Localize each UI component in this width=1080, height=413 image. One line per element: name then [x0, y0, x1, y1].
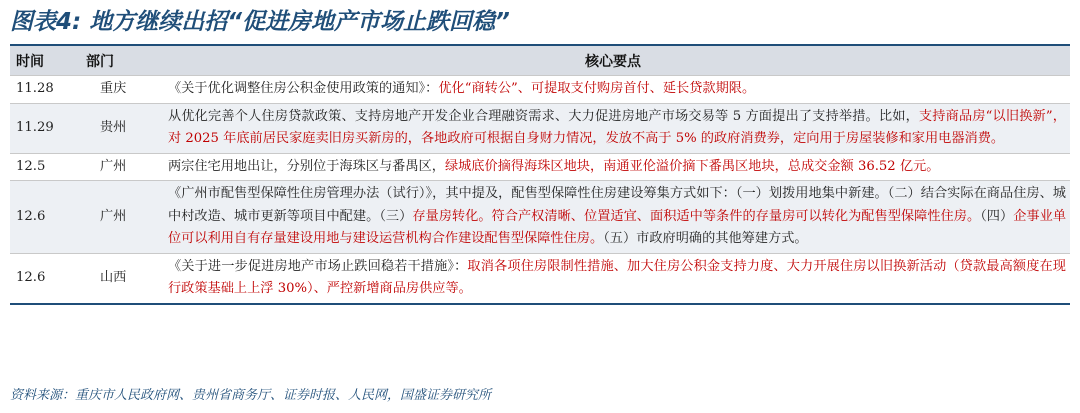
header-time: 时间: [10, 46, 80, 76]
core-highlight: 企事业单位可以利用自有存量建设用地与建设运营机构合作建设配售型保障性住房。: [168, 208, 1067, 246]
table-row: [10, 253, 1070, 304]
core-text: （五）市政府明确的其他筹建方式。: [603, 231, 808, 246]
core-highlight: 优化“商转公”、可提取支付购房首付、延长贷款期限。: [438, 81, 756, 96]
row-time: 11.28: [10, 76, 80, 104]
source-note: 资料来源：重庆市人民政府网、贵州省商务厅、证券时报、人民网，国盛证券研究所: [10, 388, 492, 403]
table-row: [10, 76, 1070, 104]
row-dept: 广州: [80, 153, 156, 181]
table-row: [10, 181, 1070, 254]
core-highlight: 存量房转化。符合产权清晰、位置适宜、面积适中等条件的存量房可以转化为配售型保障性住房。: [412, 208, 981, 224]
row-time: 12.6: [10, 181, 80, 254]
row-core: [156, 153, 1070, 181]
core-highlight: 取消各项住房限制性措施、加大住房公积金支持力度、大力开展住房以旧换新活动（贷款最高额度在现行政策基础上上浮 30%）、严控新增商品房供应等。: [168, 258, 1066, 296]
core-text: 两宗住宅用地出让，分别位于海珠区与番禺区，: [168, 158, 445, 174]
core-highlight: 绿城底价摘得海珠区地块，南通亚伦溢价摘下番禺区地块，总成交金额 36.52 亿元。: [444, 158, 940, 174]
core-text: （四）: [980, 208, 1014, 224]
row-time: 11.29: [10, 103, 80, 153]
core-text: 《关于进一步促进房地产市场止跌回稳若干措施》：: [168, 258, 468, 274]
table-row: [10, 153, 1070, 181]
core-text: 从优化完善个人住房贷款政策、支持房地产开发企业合理融资需求、大力促进房地产市场交易等 5 方面提出了支持举措。比如，: [168, 108, 919, 124]
table-row: [10, 103, 1070, 153]
header-dept: 部门: [80, 46, 156, 76]
row-time: 12.6: [10, 253, 80, 304]
policy-table: [10, 46, 1070, 305]
row-dept: 重庆: [80, 76, 156, 104]
row-core: [156, 76, 1070, 104]
core-highlight: 支持商品房“以旧换新”，对 2025 年底前居民家庭卖旧房买新房的，各地政府可根据自身财力情况，发放不高于 5% 的政府消费券，定向用于房屋装修和家用电器消费。: [168, 108, 1066, 146]
row-dept: 贵州: [80, 103, 156, 153]
header-core: 核心要点: [156, 46, 1070, 76]
core-text: 《广州市配售型保障性住房管理办法（试行）》，其中提及，配售型保障性住房建设筹集方式如下：（一）划拨用地集中新建。（二）结合实际在商品住房、城中村改造、城市更新等项目中配建。（三）: [168, 186, 1066, 224]
row-core: [156, 253, 1070, 304]
row-time: 12.5: [10, 153, 80, 181]
figure-title: 图表4: 地方继续出招“促进房地产市场止跌回稳”: [10, 9, 510, 35]
row-core: [156, 103, 1070, 153]
row-dept: 山西: [80, 253, 156, 304]
row-dept: 广州: [80, 181, 156, 254]
table-header-row: [10, 46, 1070, 76]
row-core: [156, 181, 1070, 254]
core-text: 《关于优化调整住房公积金使用政策的通知》：: [168, 81, 439, 96]
